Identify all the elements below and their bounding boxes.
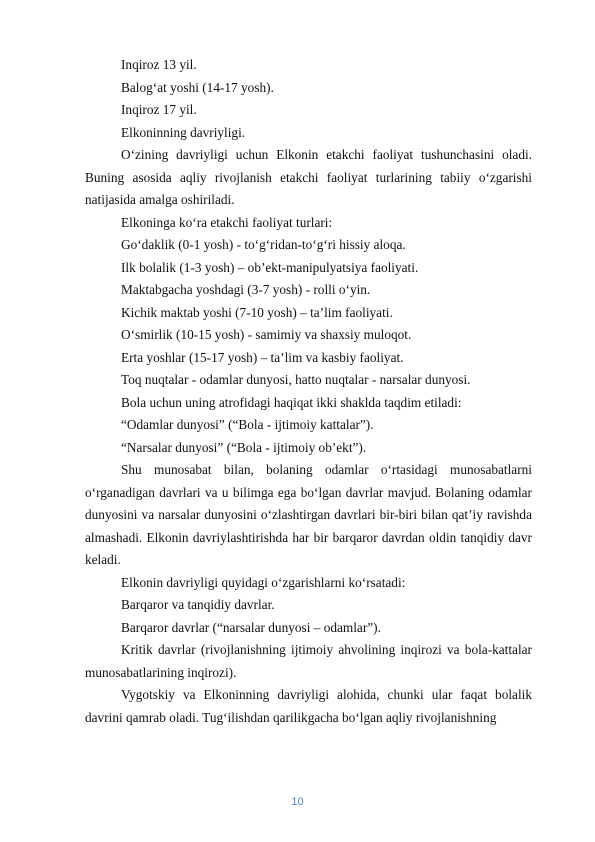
paragraph-9: Maktabgacha yoshdagi (3-7 yosh) - rolli o‘yin. xyxy=(121,282,371,297)
paragraph-12: Erta yoshlar (15-17 yosh) – ta’lim va kasbiy faoliyat. xyxy=(121,349,404,365)
document-body xyxy=(85,54,532,729)
paragraph-14: Bola uchun uning atrofidagi haqiqat ikki shaklda taqdim etiladi: xyxy=(121,394,462,410)
paragraph-20: Barqaror davrlar (“narsalar dunyosi – odamlar”). xyxy=(121,619,381,635)
paragraph-4: Elkoninning davriyligi. xyxy=(121,124,246,140)
paragraph-5: O‘zining davriyligi uchun Elkonin etakchi faoliyat tushunchasini oladi. Buning asosida aqliy rivojlanish etakchi faoliyat turlarining tabiiy o‘zgarishi natijasida amalga oshiriladi. xyxy=(85,147,532,207)
page-number: 10 xyxy=(291,796,304,808)
paragraph-6: Elkoninga ko‘ra etakchi faoliyat turlari: xyxy=(121,214,333,230)
paragraph-17: Shu munosabat bilan, bolaning odamlar o‘rtasidagi munosabatlarni o‘rganadigan davrlari va u bilimga ega bo‘lgan davrlar mavjud. Bolaning odamlar dunyosini va narsalar dunyosini o‘zlashtirgan davrlari bir-biri bilan qat’iy ravishda almashadi. Elkonin davriylashtirishda har bir barqaror davrdan oldin tanqidiy davr keladi. xyxy=(85,462,532,567)
paragraph-11: O‘smirlik (10-15 yosh) - samimiy va shaxsiy muloqot. xyxy=(121,327,412,342)
paragraph-19: Barqaror va tanqidiy davrlar. xyxy=(121,597,275,612)
paragraph-10: Kichik maktab yoshi (7-10 yosh) – ta’lim faoliyati. xyxy=(121,304,393,320)
paragraph-2: Balog‘at yoshi (14-17 yosh). xyxy=(121,79,274,95)
paragraph-15: “Odamlar dunyosi” (“Bola - ijtimoiy kattalar”). xyxy=(121,417,374,432)
paragraph-7: Go‘daklik (0-1 yosh) - to‘g‘ridan-to‘g‘ri hissiy aloqa. xyxy=(121,237,406,252)
paragraph-21: Kritik davrlar (rivojlanishning ijtimoiy ahvolining inqirozi va bola-kattalar munosabatlarining inqirozi). xyxy=(85,642,532,680)
paragraph-3: Inqiroz 17 yil. xyxy=(121,102,197,117)
paragraph-8: Ilk bolalik (1-3 yosh) – ob’ekt-manipulyatsiya faoliyati. xyxy=(121,259,419,275)
paragraph-13: Toq nuqtalar - odamlar dunyosi, hatto nuqtalar - narsalar dunyosi. xyxy=(121,372,471,387)
paragraph-16: “Narsalar dunyosi” (“Bola - ijtimoiy ob’ekt”). xyxy=(121,439,367,455)
paragraph-18: Elkonin davriyligi quyidagi o‘zgarishlarni ko‘rsatadi: xyxy=(121,574,406,590)
paragraph-1: Inqiroz 13 yil. xyxy=(121,57,197,72)
paragraph-22: Vygotskiy va Elkoninning davriyligi alohida, chunki ular faqat bolalik davrini qamrab oladi. Tug‘ilishdan qarilikgacha bo‘lgan aqliy rivojlanishning xyxy=(85,687,532,725)
